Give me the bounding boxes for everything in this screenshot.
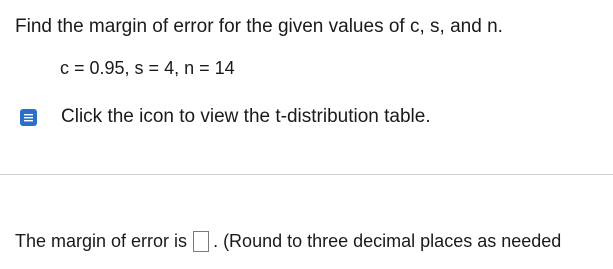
table-icon[interactable] (20, 109, 37, 126)
margin-of-error-input[interactable] (193, 231, 209, 252)
answer-row (15, 228, 561, 254)
answer-prefix: The margin of error is (15, 230, 188, 251)
t-table-link-row (20, 104, 431, 130)
given-values: c = 0.95, s = 4, n = 14 (60, 58, 235, 78)
answer-suffix: . (Round to three decimal places as needed (213, 230, 562, 251)
t-table-instruction: Click the icon to view the t-distribution table. (61, 106, 431, 127)
section-divider (0, 174, 613, 175)
question-prompt: Find the margin of error for the given values of c, s, and n. (15, 16, 503, 37)
